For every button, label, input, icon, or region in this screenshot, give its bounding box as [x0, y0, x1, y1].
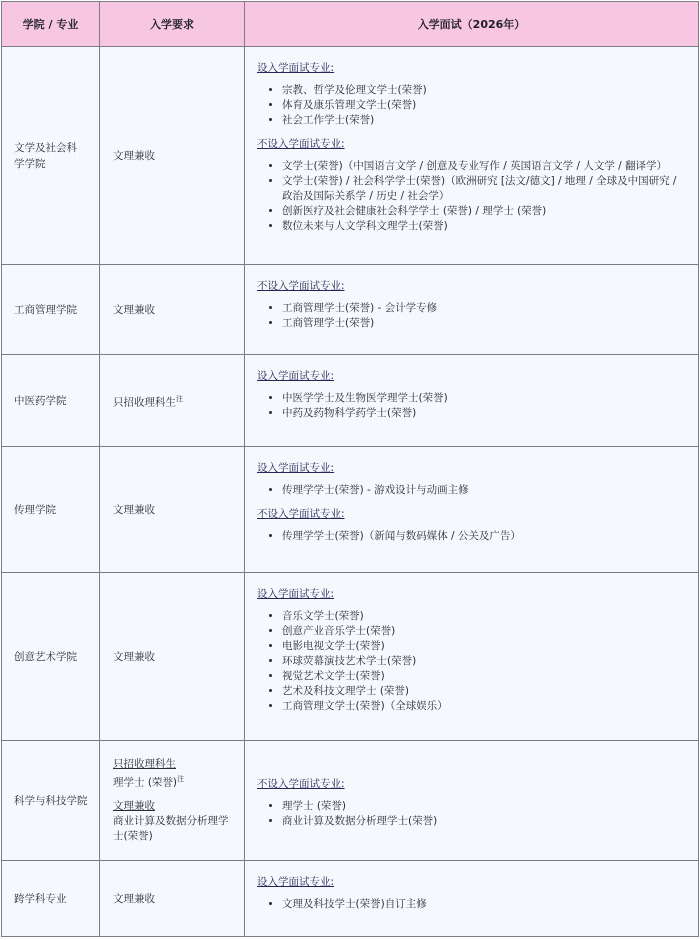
list-item: • 工商管理学士(荣誉) - 会计学专修 [282, 301, 686, 316]
interview-detail [245, 741, 699, 861]
table-row [2, 861, 699, 937]
school-name: 中医药学院 [2, 355, 100, 447]
interview-detail [245, 573, 699, 741]
section-title: 不设入学面试专业: [257, 280, 345, 292]
interview-detail [245, 47, 699, 265]
list-item: • 中药及药物科学药学士(荣誉) [282, 406, 686, 421]
interview-detail [245, 355, 699, 447]
list-item: • 中医学学士及生物医学理学士(荣誉) [282, 391, 686, 406]
school-name: 工商管理学院 [2, 265, 100, 355]
requirement-head: 文理兼收 [113, 800, 155, 813]
list-item: • 宗教、哲学及伦理文学士(荣誉) [282, 83, 686, 98]
interview-detail [245, 861, 699, 937]
list-item: • 环球荧幕演技艺术学士(荣誉) [282, 654, 686, 669]
header-requirement: 入学要求 [100, 2, 245, 47]
header-interview: 入学面试（2026年） [245, 2, 699, 47]
table-row [2, 741, 699, 861]
list-item: • 文学士(荣誉)（中国语言文学 / 创意及专业写作 / 英国语言文学 / 人文学 / 翻译学） [282, 159, 686, 174]
section-title: 设入学面试专业: [257, 62, 335, 74]
requirement-head: 只招收理科生 [113, 757, 176, 770]
table-row [2, 265, 699, 355]
interview-detail [245, 447, 699, 573]
requirement: 文理兼收 [100, 47, 245, 265]
list-item: • 商业计算及数据分析理学士(荣誉) [282, 814, 686, 829]
admission-table [1, 1, 699, 937]
section-title: 不设入学面试专业: [257, 777, 345, 790]
table-row [2, 447, 699, 573]
list-item: • 视觉艺术文学士(荣誉) [282, 669, 686, 684]
program-list [257, 391, 686, 421]
requirement: 文理兼收 [100, 861, 245, 937]
section-title: 设入学面试专业: [257, 370, 335, 382]
school-name: 跨学科专业 [2, 861, 100, 937]
requirement-cell [100, 355, 245, 447]
table-row [2, 47, 699, 265]
list-item: • 传理学学士(荣誉)（新闻与数码媒体 / 公关及广告） [282, 529, 686, 544]
list-item: • 数位未来与人文学科文理学士(荣誉) [282, 219, 686, 234]
program-list [257, 159, 686, 234]
list-item: • 工商管理学士(荣誉) [282, 316, 686, 331]
requirement-cell [100, 741, 245, 861]
list-item: • 文理及科技学士(荣誉)自订主修 [282, 897, 686, 912]
program-list [257, 799, 686, 829]
requirement-line: 商业计算及数据分析理学士(荣誉) [113, 815, 229, 843]
requirement: 文理兼收 [100, 265, 245, 355]
school-name: 科学与科技学院 [2, 741, 100, 861]
header-school: 学院 / 专业 [2, 2, 100, 47]
section-title: 设入学面试专业: [257, 462, 335, 474]
program-list [257, 897, 686, 912]
requirement: 只招收理科生 [113, 396, 176, 409]
program-list [257, 483, 686, 498]
requirement-line [113, 772, 234, 791]
requirement-line-text: 理学士 (荣誉) [113, 776, 178, 789]
section-title: 不设入学面试专业: [257, 508, 345, 520]
program-list [257, 609, 686, 714]
requirement: 文理兼收 [100, 573, 245, 741]
section-title: 不设入学面试专业: [257, 138, 345, 150]
interview-detail [245, 265, 699, 355]
header-row [2, 2, 699, 47]
section-title: 设入学面试专业: [257, 588, 335, 600]
requirement: 文理兼收 [100, 447, 245, 573]
requirement-block [113, 799, 234, 844]
list-item: • 理学士 (荣誉) [282, 799, 686, 814]
school-name: 传理学院 [2, 447, 100, 573]
list-item: • 创新医疗及社会健康社会科学学士 (荣誉) / 理学士 (荣誉) [282, 204, 686, 219]
list-item: • 工商管理文学士(荣誉)（全球娱乐） [282, 699, 686, 714]
list-item: • 传理学学士(荣誉) - 游戏设计与动画主修 [282, 483, 686, 498]
school-name: 文学及社会科学学院 [2, 47, 100, 265]
list-item: • 创意产业音乐学士(荣誉) [282, 624, 686, 639]
list-item: • 社会工作学士(荣誉) [282, 113, 686, 128]
table-row [2, 355, 699, 447]
program-list [257, 529, 686, 544]
requirement-note: 注 [176, 394, 183, 403]
requirement-note: 注 [177, 774, 185, 783]
school-name: 创意艺术学院 [2, 573, 100, 741]
section-title: 设入学面试专业: [257, 876, 335, 888]
requirement-block [113, 757, 234, 791]
program-list [257, 301, 686, 331]
list-item: • 体育及康乐管理文学士(荣誉) [282, 98, 686, 113]
list-item: • 电影电视文学士(荣誉) [282, 639, 686, 654]
table-row [2, 573, 699, 741]
list-item: • 文学士(荣誉) / 社会科学学士(荣誉)（欧洲研究 [法文/德文] / 地理 / 全球及中国研究 / 政治及国际关系学 / 历史 / 社会学） [282, 174, 686, 204]
program-list [257, 83, 686, 128]
list-item: • 艺术及科技文理学士 (荣誉) [282, 684, 686, 699]
list-item: • 音乐文学士(荣誉) [282, 609, 686, 624]
